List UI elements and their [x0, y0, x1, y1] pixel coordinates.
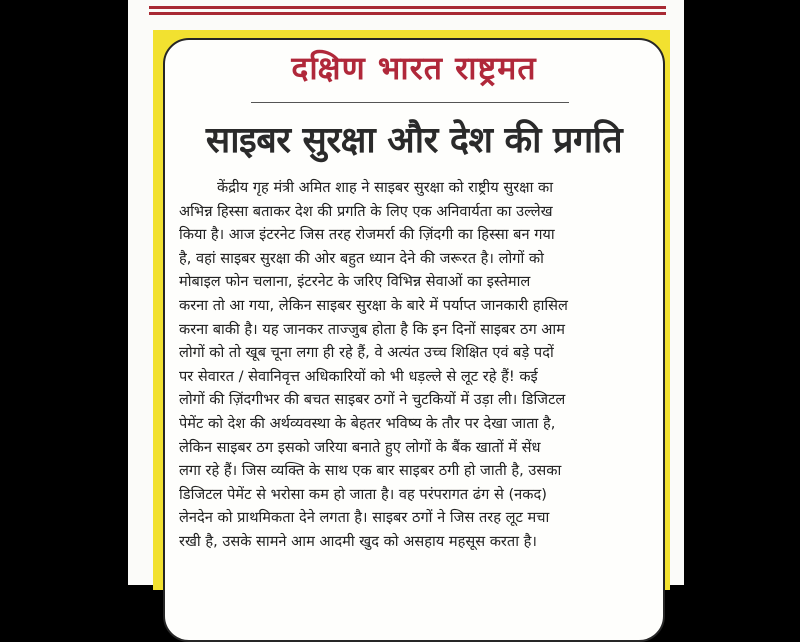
- masthead-title: दक्षिण भारत राष्ट्रमत: [291, 49, 537, 87]
- article-body: [179, 176, 653, 554]
- top-rule: [149, 6, 666, 9]
- body-line: केंद्रीय गृह मंत्री अमित शाह ने साइबर सुरक्षा को राष्ट्रीय सुरक्षा का: [217, 179, 554, 196]
- article-clipping: [153, 30, 670, 590]
- masthead-underline: [251, 102, 569, 103]
- body-line: लोगों को तो खूब चूना लगा ही रहे हैं, वे अत्यंत उच्च शिक्षित एवं बड़े पदों: [179, 344, 554, 362]
- top-rule-secondary: [149, 12, 666, 15]
- body-line: है, वहां साइबर सुरक्षा की ओर बहुत ध्यान देने की जरूरत है। लोगों को: [179, 249, 544, 267]
- body-line: करना बाकी है। यह जानकर ताज्जुब होता है कि इन दिनों साइबर ठग आम: [179, 320, 565, 338]
- body-line: लेनदेन को प्राथमिकता देने लगता है। साइबर ठगों ने जिस तरह लूट मचा: [179, 509, 550, 527]
- body-line: किया है। आज इंटरनेट जिस तरह रोजमर्रा की ज़िंदगी का हिस्सा बन गया: [179, 226, 555, 244]
- body-line: अभिन्न हिस्सा बताकर देश की प्रगति के लिए एक अनिवार्यता का उल्लेख: [179, 202, 553, 220]
- article-panel: [163, 38, 665, 642]
- body-line: डिजिटल पेमेंट से भरोसा कम हो जाता है। वह परंपरागत ढंग से (नकद): [179, 485, 547, 503]
- newspaper-page: [128, 0, 684, 585]
- body-line: लोगों की ज़िंदगीभर की बचत साइबर ठगों ने चुटकियों में उड़ा ली। डिजिटल: [179, 391, 566, 409]
- body-line: लेकिन साइबर ठग इसको जरिया बनाते हुए लोगों के बैंक खातों में सेंध: [179, 438, 541, 456]
- body-line: लगा रहे हैं। जिस व्यक्ति के साथ एक बार साइबर ठगी हो जाती है, उसका: [179, 462, 562, 480]
- body-line: पर सेवारत / सेवानिवृत्त अधिकारियों को भी धड़ल्ले से लूट रहे हैं! कई: [179, 367, 538, 385]
- body-line: रखी है, उसके सामने आम आदमी खुद को असहाय महसूस करता है।: [179, 532, 537, 550]
- article-headline: साइबर सुरक्षा और देश की प्रगति: [205, 120, 623, 161]
- body-line: करना तो आ गया, लेकिन साइबर सुरक्षा के बारे में पर्याप्त जानकारी हासिल: [179, 296, 568, 314]
- body-line: मोबाइल फोन चलाना, इंटरनेट के जरिए विभिन्न सेवाओं का इस्तेमाल: [179, 273, 531, 291]
- body-line: पेमेंट को देश की अर्थव्यवस्था के बेहतर भविष्य के तौर पर देखा जाता है,: [179, 414, 556, 432]
